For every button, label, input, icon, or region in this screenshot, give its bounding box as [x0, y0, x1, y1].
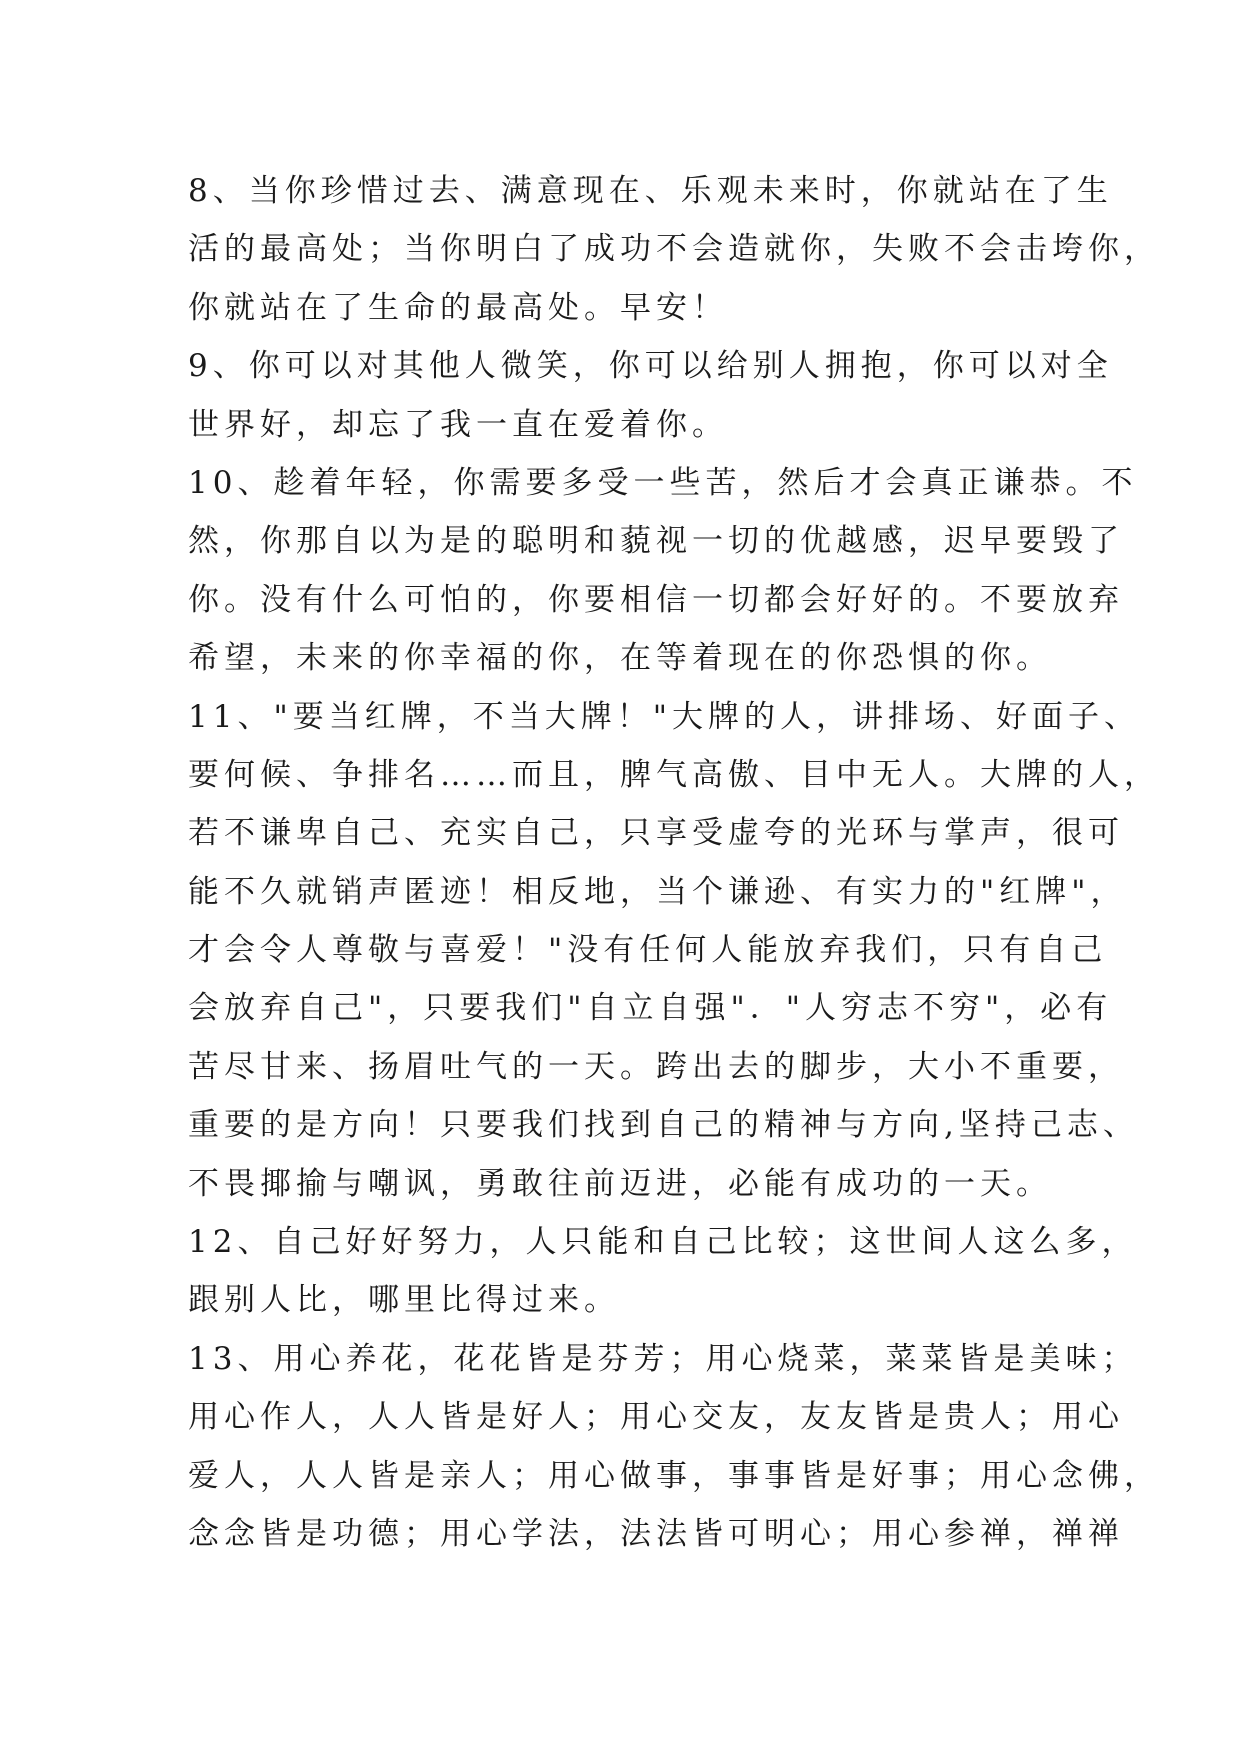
text-line: 10、趁着年轻，你需要多受一些苦，然后才会真正谦恭。不: [188, 464, 1138, 501]
text-line: 你就站在了生命的最高处。早安！: [188, 289, 728, 326]
text-line: 11、"要当红牌，不当大牌！"大牌的人，讲排场、好面子、: [188, 698, 1140, 735]
text-line: 能不久就销声匿迹！相反地，当个谦逊、有实力的"红牌"，: [188, 873, 1127, 910]
text-line: 爱人，人人皆是亲人；用心做事，事事皆是好事；用心念佛，: [188, 1457, 1160, 1494]
text-line: 9、你可以对其他人微笑，你可以给别人拥抱，你可以对全: [188, 348, 1113, 385]
text-line: 希望，未来的你幸福的你，在等着现在的你恐惧的你。: [188, 640, 1052, 677]
text-line: 重要的是方向！只要我们找到自己的精神与方向,坚持己志、: [188, 1107, 1139, 1144]
text-line: 活的最高处；当你明白了成功不会造就你，失败不会击垮你，: [188, 231, 1160, 268]
text-line: 不畏揶揄与嘲讽，勇敢往前迈进，必能有成功的一天。: [188, 1165, 1052, 1202]
text-line: 苦尽甘来、扬眉吐气的一天。跨出去的脚步，大小不重要，: [188, 1048, 1124, 1085]
text-line: 用心作人，人人皆是好人；用心交友，友友皆是贵人；用心: [188, 1399, 1124, 1436]
text-line: 12、自己好好努力，人只能和自己比较；这世间人这么多，: [188, 1224, 1138, 1261]
text-line: 才会令人尊敬与喜爱！"没有任何人能放弃我们，只有自己: [188, 932, 1108, 969]
text-line: 8、当你珍惜过去、满意现在、乐观未来时，你就站在了生: [188, 173, 1113, 209]
text-line: 然，你那自以为是的聪明和藐视一切的优越感，迟早要毁了: [188, 523, 1124, 560]
text-line: 你。没有什么可怕的，你要相信一切都会好好的。不要放弃: [188, 581, 1124, 618]
text-line: 念念皆是功德；用心学法，法法皆可明心；用心参禅，禅禅: [188, 1515, 1124, 1552]
text-line: 跟别人比，哪里比得过来。: [188, 1282, 620, 1319]
text-line: 要何候、争排名……而且，脾气高傲、目中无人。大牌的人，: [188, 756, 1160, 793]
text-line: 13、用心养花，花花皆是芬芳；用心烧菜，菜菜皆是美味；: [188, 1340, 1138, 1377]
text-line: 会放弃自己"，只要我们"自立自强"．"人穷志不穷"，必有: [188, 990, 1113, 1027]
text-line: 世界好，却忘了我一直在爱着你。: [188, 406, 728, 443]
text-line: 若不谦卑自己、充实自己，只享受虚夸的光环与掌声，很可: [188, 815, 1124, 852]
body-text: [188, 162, 1160, 1563]
